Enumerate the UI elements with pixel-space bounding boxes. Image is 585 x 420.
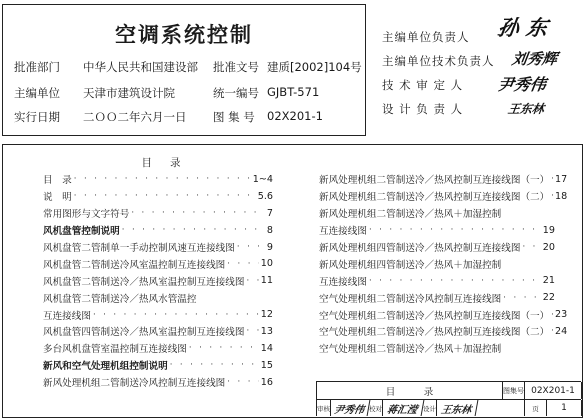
leader-dots: [91, 310, 259, 320]
signature: 孙 东: [496, 15, 549, 40]
entry-title: 空气处理机组二管制送冷／热风控制互连接线图（二）: [319, 327, 550, 339]
contents-entry: [43, 323, 273, 340]
entry-page: 17: [555, 173, 568, 185]
leader-dots: [367, 276, 541, 286]
contents-entry: [319, 205, 555, 222]
contents-entry: [43, 188, 273, 205]
contents-column-left: [43, 171, 273, 391]
design-label: 设计: [423, 400, 437, 416]
approval-doc-value: 建质[2002]104号: [267, 60, 362, 74]
atlas-number-label: 图 集 号: [213, 110, 255, 124]
entry-title: 风机盘管二管制送冷风室温控制互连接线图: [43, 259, 226, 271]
entry-page: 7: [266, 207, 273, 219]
entry-page: 1~4: [252, 173, 273, 185]
leader-dots: [244, 326, 259, 336]
entry-page: 23: [555, 309, 568, 321]
contents-column-right: [319, 171, 568, 357]
unified-number-value: GJBT-571: [267, 85, 320, 99]
title-block-row-top: [316, 381, 581, 399]
editor-unit-label: 主编单位: [14, 86, 60, 100]
entry-page: 13: [260, 325, 273, 337]
leader-dots: [72, 174, 253, 184]
review-signature: 尹秀伟: [330, 400, 371, 416]
entry-page: 21: [542, 275, 555, 287]
contents-frame: [2, 144, 583, 418]
contents-entry: [43, 306, 273, 323]
entry-title: 新风和空气处理机组控制说明: [43, 361, 168, 373]
responsible-persons: [372, 4, 582, 136]
leader-dots: [225, 377, 259, 387]
entry-page: 18: [555, 190, 568, 202]
entry-title: 互连接线图: [43, 310, 91, 322]
entry-title: 风机盘管控制说明: [43, 226, 120, 238]
atlas-no-label: 图集号: [503, 382, 525, 399]
leader-dots: [187, 343, 259, 353]
effective-date-label: 实行日期: [14, 110, 60, 124]
contents-entry: [319, 272, 555, 289]
entry-title: 空气处理机组二管制送冷／热风＋加湿控制: [319, 344, 502, 356]
resp-role: 主编单位技术负责人: [382, 54, 495, 68]
approval-dept-value: 中华人民共和国建设部: [83, 60, 198, 74]
entry-title: 新风处理机组四管制送冷／热风控制互连接线图: [319, 243, 521, 254]
unified-number-label: 统一编号: [213, 86, 259, 100]
meta-row-editor: [3, 85, 365, 103]
entry-page: 10: [260, 258, 273, 270]
check-label: 校对: [369, 400, 383, 416]
entry-title: 互连接线图: [319, 226, 367, 238]
resp-row-tech-chief: [382, 50, 582, 72]
signature: 刘秀辉: [510, 50, 559, 68]
leader-dots: [235, 242, 259, 252]
design-signature: 王东林: [436, 400, 479, 416]
entry-page: 15: [260, 359, 273, 371]
entry-title: 风机盘管二管制送冷／热风室温控制互连接线图: [43, 276, 245, 288]
resp-role: 设 计 负 责 人: [382, 102, 464, 116]
entry-title: 空气处理机组二管制送冷风控制互连接线图: [319, 293, 502, 305]
entry-page: 9: [266, 241, 273, 253]
contents-entry: [43, 289, 273, 306]
page-number: 1: [547, 400, 582, 416]
contents-entry: [43, 222, 273, 239]
contents-entry: [319, 306, 568, 323]
title-block-row-bottom: [316, 399, 581, 416]
entry-page: 20: [542, 241, 555, 253]
resp-row-chief: [382, 15, 582, 48]
entry-title: 目 录: [43, 175, 72, 187]
editor-unit-value: 天津市建筑设计院: [83, 86, 175, 100]
entry-title: 新风处理机组二管制送冷／热风控制互连接线图（一）: [319, 175, 550, 187]
entry-page: 5.6: [257, 190, 273, 202]
leader-dots: [244, 276, 259, 286]
entry-title: 风机盘管二管制单一手动控制风速互连接线图: [43, 243, 235, 254]
approval-dept-label: 批准部门: [14, 60, 60, 74]
entry-title: 互连接线图: [319, 276, 367, 288]
contents-entry: [43, 205, 273, 222]
contents-entry: [43, 239, 273, 256]
entry-page: 12: [260, 309, 273, 321]
entry-title: 常用图形与文字符号: [43, 209, 130, 221]
contents-entry: [319, 255, 555, 272]
signature: 王东林: [506, 102, 545, 116]
entry-page: 16: [260, 376, 273, 388]
entry-title: 风机盘管四管制送冷／热风室温控制互连接线图: [43, 327, 245, 339]
contents-entry: [43, 171, 273, 188]
page-label: 页: [525, 400, 547, 416]
contents-entry: [319, 323, 568, 340]
resp-role: 主编单位负责人: [382, 30, 470, 44]
leader-dots: [120, 225, 259, 235]
entry-page: 24: [555, 325, 568, 337]
entry-page: 8: [266, 224, 273, 236]
atlas-header: [0, 0, 585, 142]
signature: 尹秀伟: [496, 75, 548, 94]
contents-entry: [43, 357, 273, 374]
entry-title: 空气处理机组二管制送冷／热风控制互连接线图（一）: [319, 310, 550, 322]
contents-entry: [319, 222, 555, 239]
resp-row-designer: [382, 98, 582, 120]
leader-dots: [501, 293, 541, 303]
entry-page: 22: [542, 292, 555, 304]
meta-row-date: [3, 109, 365, 127]
contents-entry: [319, 171, 568, 188]
entry-page: 14: [260, 342, 273, 354]
entry-title: 新风处理机组二管制送冷／热风控制互连接线图（二）: [319, 192, 550, 204]
leader-dots: [367, 225, 541, 235]
leader-dots: [225, 259, 259, 269]
resp-row-reviewer: [382, 74, 582, 96]
meta-row-approval: [3, 59, 365, 77]
check-signature: 蒋汇滢: [382, 400, 425, 416]
blank-cell: [477, 400, 525, 416]
contents-entry: [43, 340, 273, 357]
contents-entry: [43, 255, 273, 272]
contents-entry: [319, 340, 555, 357]
contents-entry: [43, 374, 273, 391]
sheet-title: 目 录: [317, 382, 503, 399]
review-label: 审核: [317, 400, 331, 416]
leader-dots: [72, 191, 258, 201]
atlas-title: 空调系统控制: [115, 23, 253, 47]
contents-entry: [319, 239, 555, 256]
entry-page: 19: [542, 224, 555, 236]
contents-entry: [319, 289, 555, 306]
atlas-number-value: 02X201-1: [267, 109, 323, 123]
contents-entry: [319, 188, 568, 205]
title-block: [316, 381, 581, 416]
atlas-no-value: 02X201-1: [525, 382, 582, 399]
resp-role: 技 术 审 定 人: [382, 78, 464, 92]
approval-doc-label: 批准文号: [213, 60, 259, 74]
contents-entry: [43, 272, 273, 289]
leader-dots: [129, 208, 259, 218]
leader-dots: [168, 360, 259, 370]
effective-date-value: 二ＯＯ二年六月一日: [83, 110, 187, 124]
entry-title: 说 明: [43, 192, 72, 204]
header-info-box: [2, 4, 366, 136]
contents-title: 目录: [141, 157, 199, 169]
entry-title: 新风处理机组四管制送冷／热风＋加湿控制: [319, 259, 502, 271]
entry-title: 多台风机盘管室温控制互连接线图: [43, 344, 187, 356]
entry-page: 11: [260, 275, 273, 287]
entry-title: 新风处理机组二管制送冷风控制互连接线图: [43, 378, 226, 390]
entry-title: 风机盘管二管制送冷／热风水管温控: [43, 293, 197, 305]
leader-dots: [520, 242, 541, 252]
entry-title: 新风处理机组二管制送冷／热风＋加湿控制: [319, 209, 502, 221]
